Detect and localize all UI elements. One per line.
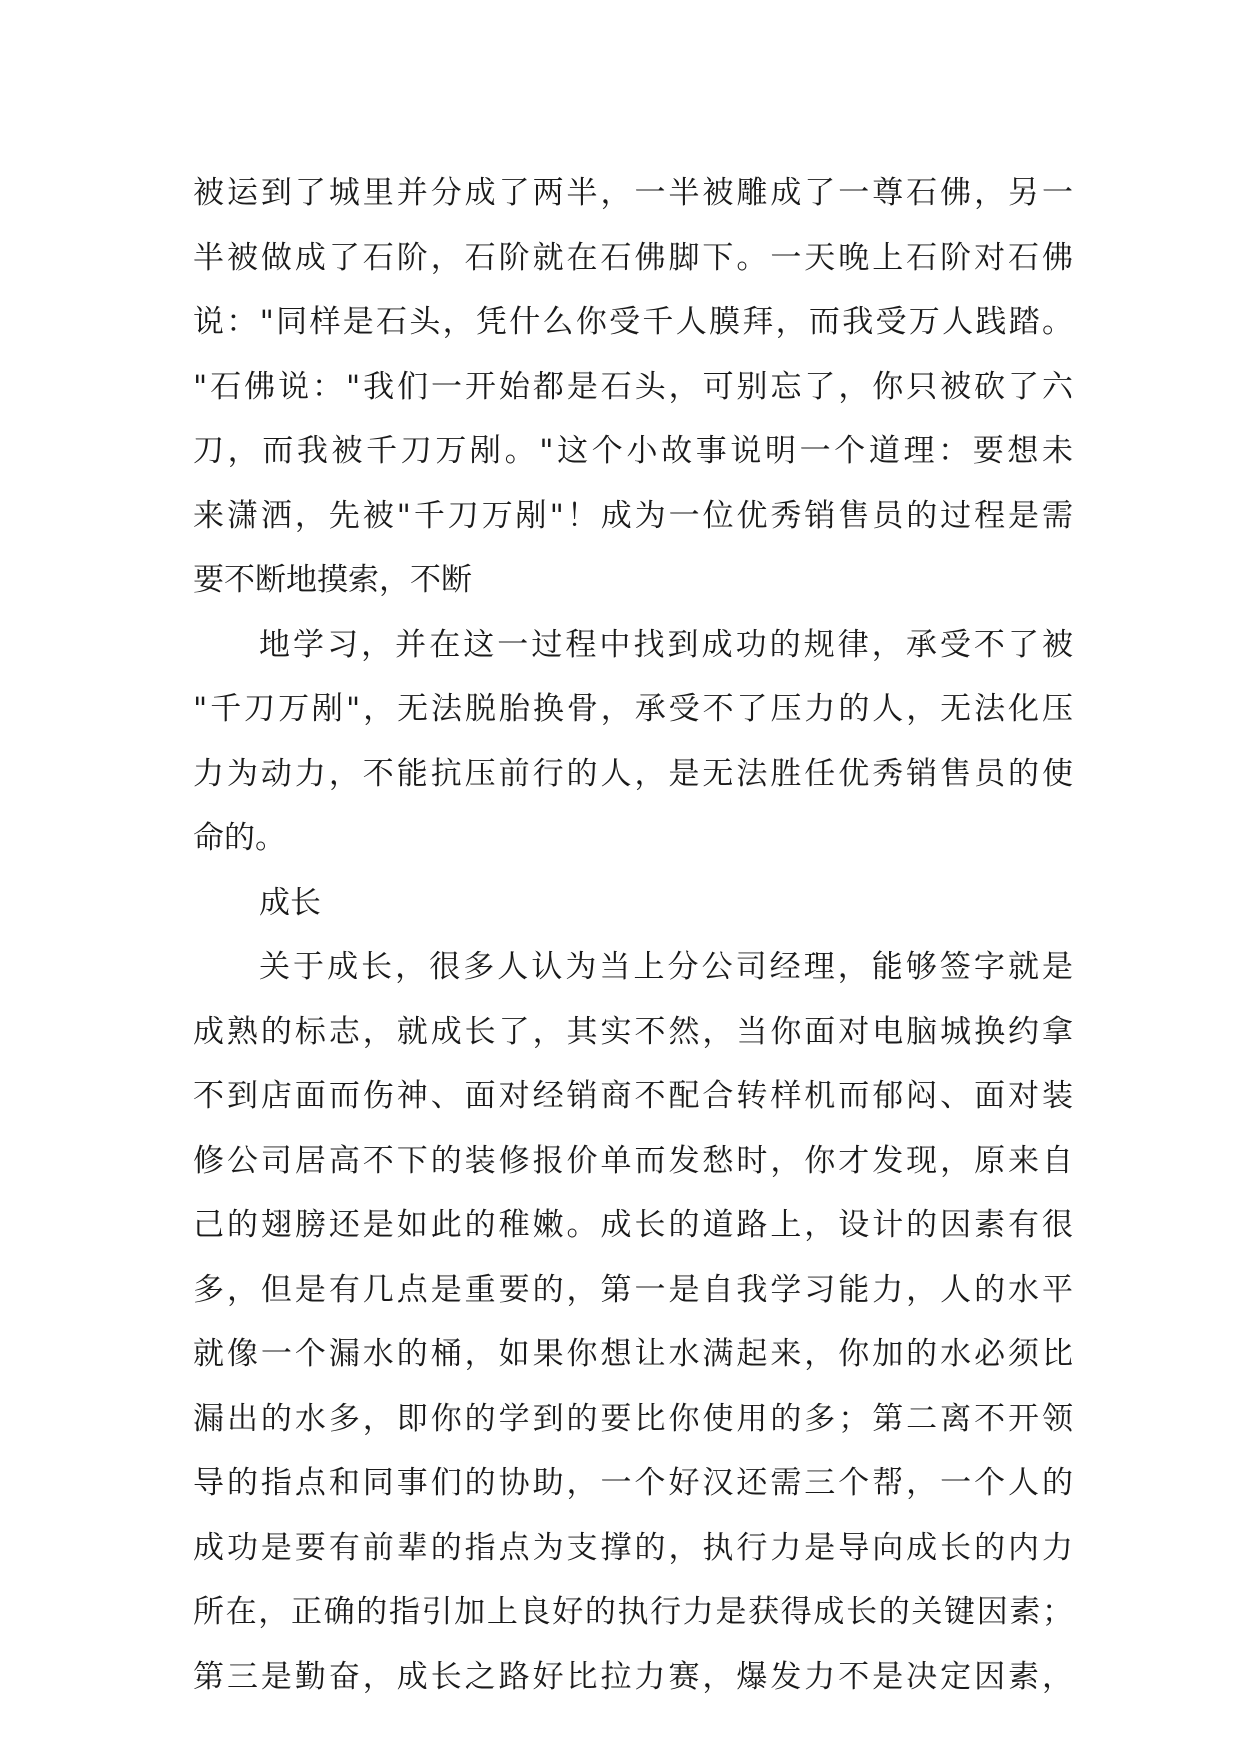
text-line: 成熟的标志，就成长了，其实不然，当你面对电脑城换约拿 bbox=[193, 1013, 1073, 1050]
text-line: 命的。 bbox=[193, 820, 286, 856]
document-body bbox=[193, 161, 1073, 1709]
text-line: 漏出的水多，即你的学到的要比你使用的多；第二离不开领 bbox=[193, 1400, 1073, 1437]
text-line: 己的翅膀还是如此的稚嫩。成长的道路上，设计的因素有很 bbox=[193, 1207, 1073, 1243]
text-line: 地学习，并在这一过程中找到成功的规律，承受不了被 bbox=[259, 626, 1073, 663]
text-line: 来潇洒，先被"千刀万剐"！成为一位优秀销售员的过程是需 bbox=[193, 497, 1073, 534]
text-line: 要不断地摸索，不断 bbox=[193, 562, 472, 598]
text-line: 成长 bbox=[259, 884, 321, 921]
text-line: 就像一个漏水的桶，如果你想让水满起来，你加的水必须比 bbox=[193, 1336, 1073, 1372]
text-line: 成功是要有前辈的指点为支撑的，执行力是导向成长的内力 bbox=[193, 1529, 1073, 1566]
text-line: 导的指点和同事们的协助，一个好汉还需三个帮，一个人的 bbox=[193, 1465, 1073, 1501]
text-line: 半被做成了石阶，石阶就在石佛脚下。一天晚上石阶对石佛 bbox=[193, 239, 1073, 276]
text-line: 力为动力，不能抗压前行的人，是无法胜任优秀销售员的使 bbox=[193, 755, 1073, 792]
text-line: 第三是勤奋，成长之路好比拉力赛，爆发力不是决定因素， bbox=[193, 1658, 1073, 1695]
text-line: 关于成长，很多人认为当上分公司经理，能够签字就是 bbox=[259, 949, 1073, 985]
text-line: 不到店面而伤神、面对经销商不配合转样机而郁闷、面对装 bbox=[193, 1078, 1073, 1114]
text-line: 多，但是有几点是重要的，第一是自我学习能力，人的水平 bbox=[193, 1271, 1073, 1308]
text-line: 说："同样是石头，凭什么你受千人膜拜，而我受万人践踏。 bbox=[193, 304, 1073, 340]
text-line: 被运到了城里并分成了两半，一半被雕成了一尊石佛，另一 bbox=[193, 175, 1073, 211]
text-line: 刀，而我被千刀万剐。"这个小故事说明一个道理：要想未 bbox=[193, 433, 1073, 469]
text-line: 所在，正确的指引加上良好的执行力是获得成长的关键因素； bbox=[193, 1594, 1073, 1630]
text-line: "石佛说："我们一开始都是石头，可别忘了，你只被砍了六 bbox=[193, 368, 1073, 405]
text-line: 修公司居高不下的装修报价单而发愁时，你才发现，原来自 bbox=[193, 1142, 1073, 1179]
text-line: "千刀万剐"，无法脱胎换骨，承受不了压力的人，无法化压 bbox=[193, 691, 1073, 727]
